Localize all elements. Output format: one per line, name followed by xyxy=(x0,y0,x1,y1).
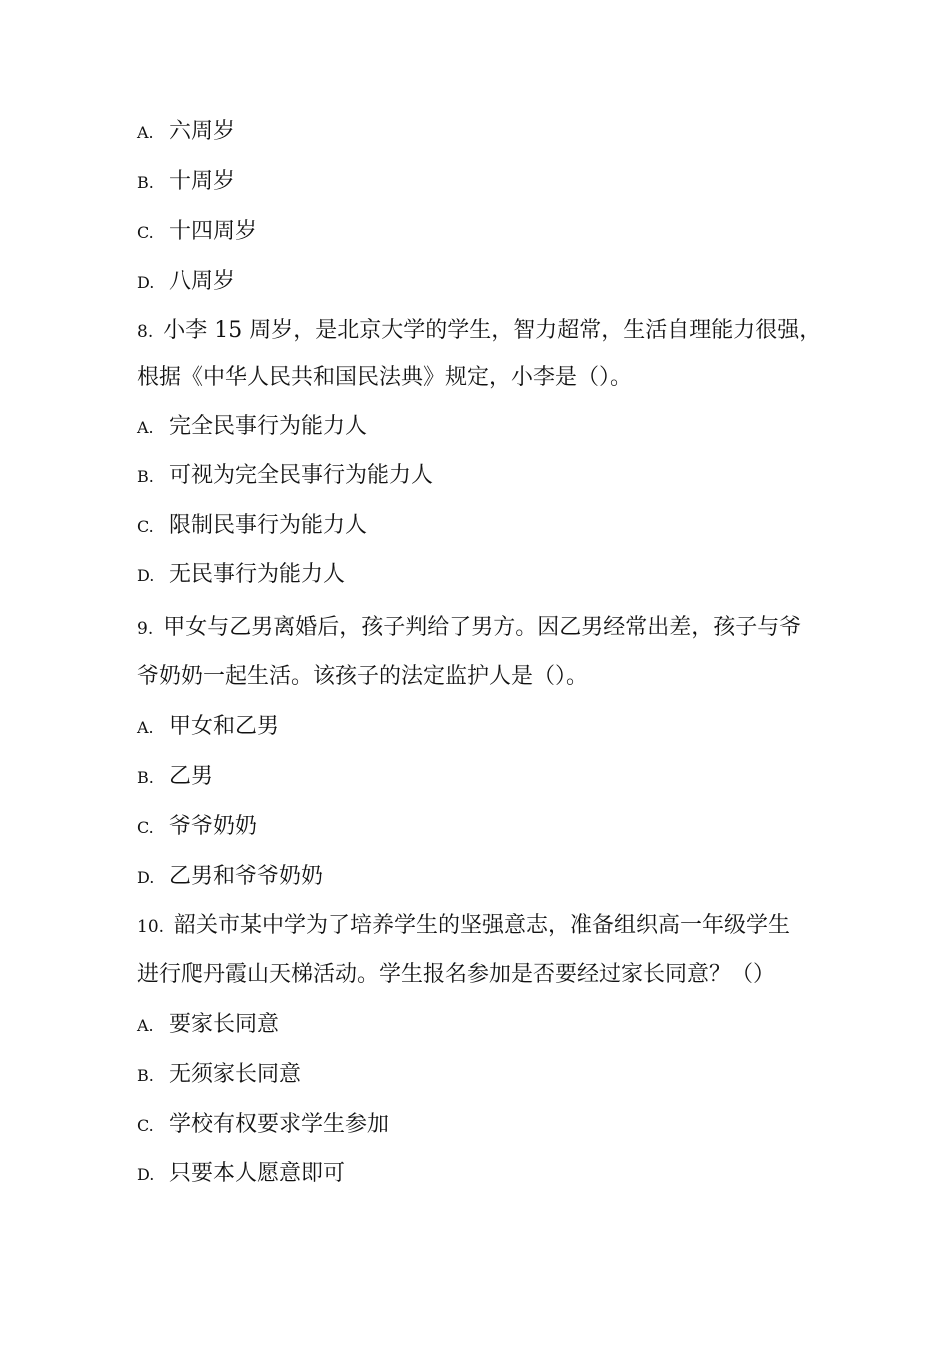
option-text: 六周岁 xyxy=(169,119,236,144)
option-letter: D. xyxy=(137,273,155,292)
option-letter: B. xyxy=(137,467,154,486)
option-letter: C. xyxy=(137,517,154,536)
option-letter: B. xyxy=(137,768,154,787)
q9-option-a xyxy=(137,707,837,747)
q8-option-b xyxy=(137,456,837,496)
option-text: 甲女和乙男 xyxy=(169,714,280,739)
q9-option-d xyxy=(137,857,837,897)
option-letter: C. xyxy=(137,818,154,837)
option-letter: A. xyxy=(137,123,154,142)
option-text: 学校有权要求学生参加 xyxy=(169,1112,390,1137)
option-text: 可视为完全民事行为能力人 xyxy=(169,463,434,488)
option-letter: A. xyxy=(137,1016,154,1035)
option-text: 乙男和爷爷奶奶 xyxy=(169,864,324,889)
option-text: 十周岁 xyxy=(169,169,236,194)
q10-option-a xyxy=(137,1005,837,1045)
option-letter: A. xyxy=(137,718,154,737)
option-text: 只要本人愿意即可 xyxy=(169,1161,346,1186)
q7-option-b xyxy=(137,162,837,202)
option-letter: D. xyxy=(137,1165,155,1184)
q9-option-b xyxy=(137,757,837,797)
option-text: 完全民事行为能力人 xyxy=(169,414,368,439)
q10-option-c xyxy=(137,1105,837,1145)
option-letter: C. xyxy=(137,223,154,242)
q7-option-c xyxy=(137,212,837,252)
q10-stem-line-1 xyxy=(137,906,837,946)
q8-stem-line-2 xyxy=(137,358,837,398)
q8-option-c xyxy=(137,506,837,546)
option-text: 乙男 xyxy=(169,764,214,789)
q9-stem-line-2 xyxy=(137,657,837,697)
question-text: 韶关市某中学为了培养学生的坚强意志，准备组织高一年级学生 xyxy=(174,913,791,938)
option-text: 无须家长同意 xyxy=(169,1062,302,1087)
option-letter: B. xyxy=(137,1066,154,1085)
option-letter: C. xyxy=(137,1116,154,1135)
q8-option-d xyxy=(137,555,837,595)
q8-stem-line-1 xyxy=(137,311,837,351)
question-number: 9. xyxy=(137,619,154,639)
option-letter: A. xyxy=(137,418,154,437)
question-text: 爷奶奶一起生活。该孩子的法定监护人是（）。 xyxy=(137,664,589,689)
q7-option-d xyxy=(137,262,837,302)
option-text: 爷爷奶奶 xyxy=(169,814,258,839)
question-text: 甲女与乙男离婚后，孩子判给了男方。因乙男经常出差，孩子与爷 xyxy=(163,615,802,640)
q8-option-a xyxy=(137,407,837,447)
option-text: 要家长同意 xyxy=(169,1012,280,1037)
option-text: 限制民事行为能力人 xyxy=(169,513,368,538)
option-letter: D. xyxy=(137,868,155,887)
q9-stem-line-1 xyxy=(137,608,837,648)
option-letter: D. xyxy=(137,566,155,585)
option-text: 十四周岁 xyxy=(169,219,258,244)
q7-option-a xyxy=(137,112,837,152)
question-number: 8. xyxy=(137,322,154,342)
q9-option-c xyxy=(137,807,837,847)
q10-option-d xyxy=(137,1154,837,1194)
q10-stem-line-2 xyxy=(137,955,837,995)
question-text: 小李 15 周岁，是北京大学的学生，智力超常，生活自理能力很强， xyxy=(163,318,822,343)
option-letter: B. xyxy=(137,173,154,192)
question-text: 根据《中华人民共和国民法典》规定，小李是（）。 xyxy=(137,365,633,390)
option-text: 无民事行为能力人 xyxy=(169,562,346,587)
option-text: 八周岁 xyxy=(169,269,236,294)
question-number: 10. xyxy=(137,917,165,937)
question-text: 进行爬丹霞山天梯活动。学生报名参加是否要经过家长同意？（） xyxy=(137,962,776,987)
q10-option-b xyxy=(137,1055,837,1095)
